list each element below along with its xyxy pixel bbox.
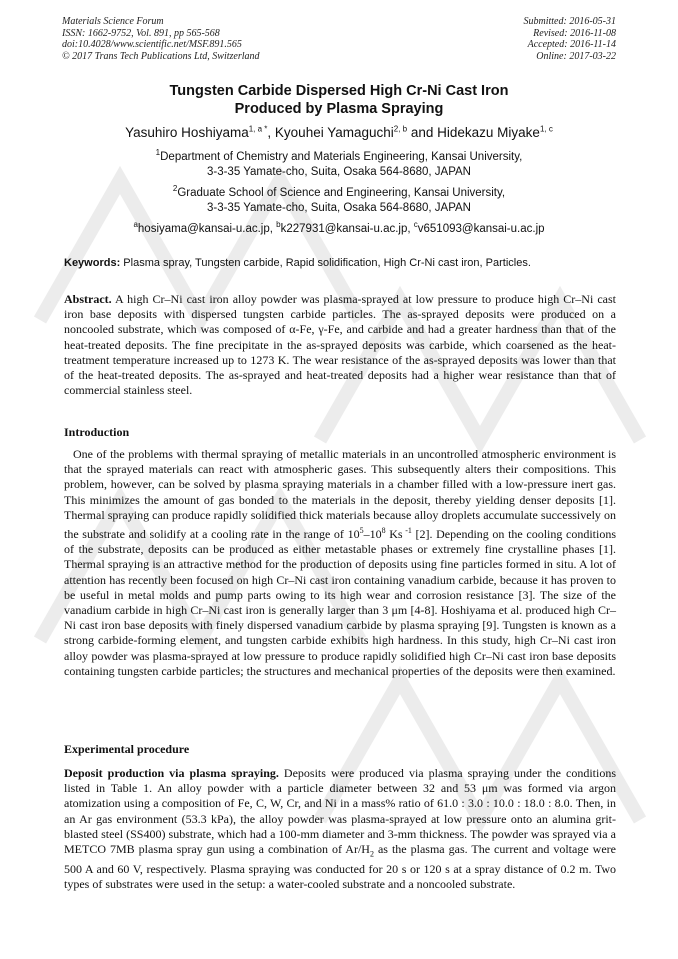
author-name: Hidekazu Miyake	[437, 125, 540, 140]
affiliation-line: Graduate School of Science and Engineering, Kansai University,	[177, 187, 506, 199]
intro-exponent: -1	[402, 526, 412, 536]
author-name: Yasuhiro Hoshiyama	[125, 125, 249, 140]
author-name: Kyouhei Yamaguchi	[274, 125, 394, 140]
experimental-text: as the plasma gas. The current and voltage were 500 A and 60 V, respectively. Plasma spraying was conducted for 20 s or 120 s at a spray distance of 0.2 m. Two types of substrates were used in the setup: a water-cooled substrate and a noncooled substrate.	[64, 842, 616, 891]
copyright-line: © 2017 Trans Tech Publications Ltd, Switzerland	[62, 50, 260, 62]
author-superscript: 2, b	[393, 124, 408, 134]
journal-header-right	[524, 16, 617, 62]
author-separator: and	[407, 125, 438, 140]
email-address: v651093@kansai-u.ac.jp	[417, 223, 545, 235]
intro-exponent: 8	[381, 526, 386, 536]
intro-text: Ks	[385, 527, 403, 542]
email-marker: a	[133, 220, 138, 230]
affiliation-address: 3-3-35 Yamate-cho, Suita, Osaka 564-8680, JAPAN	[206, 166, 471, 178]
title-line-1: Tungsten Carbide Dispersed High Cr-Ni Cast Iron	[169, 83, 509, 99]
email-marker: b	[276, 220, 281, 230]
keywords	[64, 256, 616, 270]
intro-text: One of the problems with thermal spraying of metallic materials in an uncontrolled atmospheric environment is that the sprayed materials can react with atmospheric gases. This subsequently alters their compositions. This problem, however, can be solved by plasma spraying materials in a chamber filled with a low-pressure inert gas. This minimizes the amount of gas bonded to the materials in the deposit, thereby yielding denser deposits [1]. Thermal spraying can produce rapidly solidified thick materials because alloy droplets accumulate successively on the substrate and solidify at a cooling rate in the range of 10	[64, 447, 616, 542]
email-address: hosiyama@kansai-u.ac.jp	[137, 223, 270, 235]
affiliation-marker: 1	[155, 148, 161, 158]
keywords-text: Plasma spray, Tungsten carbide, Rapid solidification, High Cr-Ni cast iron, Particles.	[120, 257, 531, 269]
abstract-text: A high Cr–Ni cast iron alloy powder was plasma-sprayed at low pressure to produce high Cr–Ni cast iron base deposits with dispersed tungsten carbide particles. The as-sprayed deposits were produced on a noncooled substrate, which was composed of α-Fe, γ-Fe, and carbide and had a greater hardness than that of the heat-treated deposits. The fine precipitate in the as-sprayed deposits was carbide, which coarsened as the heat-treatment temperature increased up to 1273 K. The wear resistance of the as-sprayed deposits was lower than that of the heat-treated deposits. The as-sprayed and heat-treated deposits had a higher wear resistance than that of commercial stainless steel.	[64, 292, 616, 398]
issn-line: ISSN: 1662-9752, Vol. 891, pp 565-568	[62, 27, 220, 39]
submitted-date: Submitted: 2016-05-31	[523, 16, 616, 27]
intro-text: [2]. Depending on the cooling conditions of the substrate, deposits can be produced as either metastable phases or extremely fine crystalline phases [1]. Thermal spraying is an attractive method for the production of deposits using fine particles formed in situ. A lot of attention has recently been focused on high Cr–Ni cast iron containing vanadium carbide, because it has proven to be useful in metal molds and pump parts owing to its high wear and corrosion resistance [3]. The size of the vanadium carbide in high Cr–Ni cast iron is generally larger than 3 μm [4-8]. Hoshiyama et al. produced high Cr–Ni cast iron base deposits with finely dispersed vanadium carbide by plasma spraying [9]. Tungsten is known as a strong carbide-forming element, and tungsten carbide exhibits high hardness. In this study, high Cr–Ni cast iron alloy powder was plasma-sprayed at low pressure to produce rapidly solidified high Cr–Ni cast iron base deposits containing tungsten carbide particles; the structures and mechanical properties of the deposits were then examined.	[64, 527, 617, 678]
introduction-body	[64, 447, 616, 679]
experimental-body	[64, 766, 616, 892]
doi-line: doi:10.4028/www.scientific.net/MSF.891.565	[62, 39, 242, 50]
affiliation-1	[0, 150, 678, 180]
author-separator: ,	[267, 125, 275, 140]
affiliation-marker: 2	[172, 184, 178, 194]
revised-date: Revised: 2016-11-08	[533, 27, 616, 39]
experimental-subscript: 2	[369, 849, 374, 859]
author-superscript: 1, c	[539, 124, 553, 134]
journal-header-left	[62, 16, 260, 62]
intro-exponent: 5	[359, 526, 364, 536]
journal-name: Materials Science Forum	[62, 16, 164, 27]
affiliation-line: Department of Chemistry and Materials Engineering, Kansai University,	[160, 151, 523, 163]
email-marker: c	[413, 220, 418, 230]
experimental-text: Deposits were produced via plasma spraying under the conditions listed in Table 1. An alloy powder with a particle diameter between 32 and 53 μm was formed via argon atomization using a composition of Fe, C, W, Cr, and Ni in a mass% ratio of 61.0 : 3.0 : 10.0 : 18.0 : 8.0. Then, in an Ar gas environment (53.3 kPa), the alloy powder was plasma-sprayed at low pressure onto an alumina grit-blasted steel (SS400) substrate, which had a 100-mm diameter and 3-mm thickness. The powder was sprayed via a METCO 7MB plasma spray gun using a combination of Ar/H	[64, 766, 617, 857]
abstract	[64, 292, 616, 398]
affiliation-2	[0, 186, 678, 216]
keywords-label: Keywords:	[64, 257, 121, 269]
title-line-2: Produced by Plasma Spraying	[234, 101, 444, 117]
introduction-heading: Introduction	[64, 425, 130, 439]
abstract-label: Abstract.	[64, 292, 112, 306]
email-list	[0, 222, 678, 237]
affiliation-address: 3-3-35 Yamate-cho, Suita, Osaka 564-8680, JAPAN	[206, 202, 471, 214]
experimental-subheading: Deposit production via plasma spraying.	[64, 766, 279, 780]
paper-title	[0, 82, 678, 118]
intro-text: –10	[363, 527, 382, 542]
author-list	[0, 124, 678, 141]
experimental-heading: Experimental procedure	[64, 742, 190, 756]
online-date: Online: 2017-03-22	[536, 50, 616, 62]
accepted-date: Accepted: 2016-11-14	[527, 39, 616, 50]
email-separator: ,	[407, 223, 414, 235]
author-superscript: 1, a *	[248, 124, 268, 134]
email-separator: ,	[269, 223, 277, 235]
email-address: k227931@kansai-u.ac.jp	[280, 223, 408, 235]
